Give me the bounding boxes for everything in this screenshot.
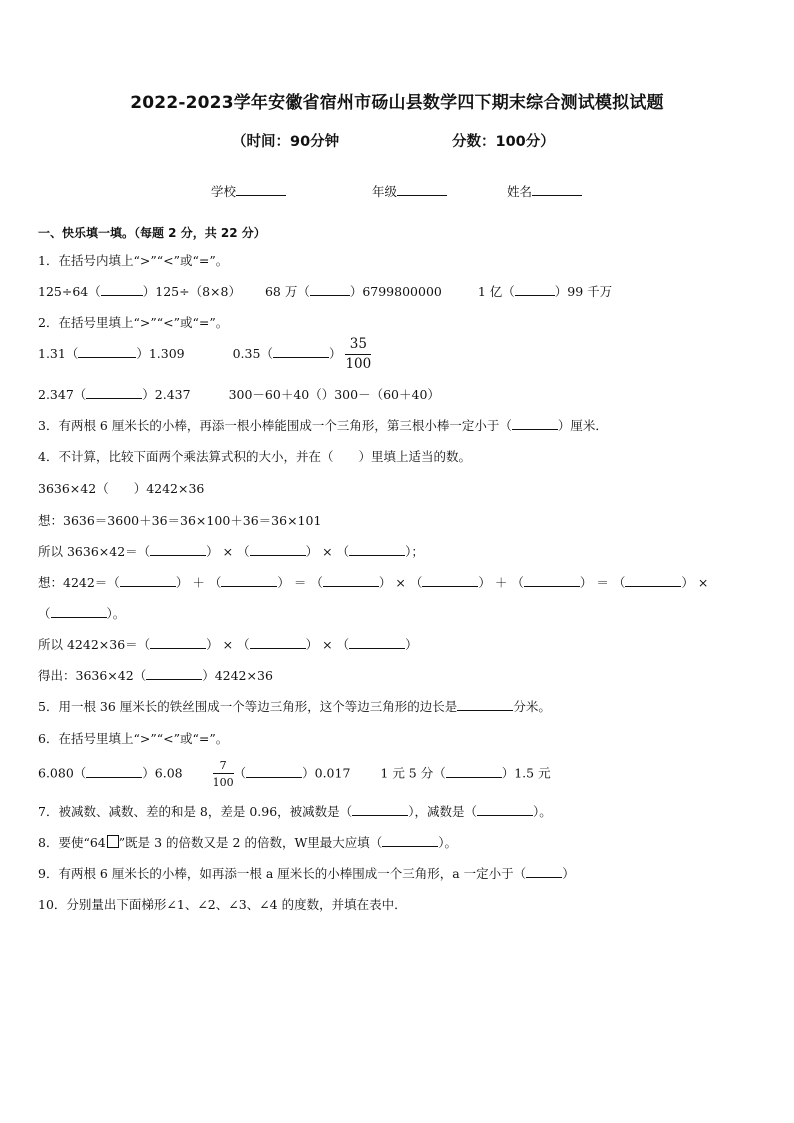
q4-conclusion-blank[interactable] xyxy=(146,667,202,680)
school-field[interactable] xyxy=(211,182,286,200)
q7-text: 7．被减数、减数、差的和是 8，差是 0.96，被减数是（ xyxy=(38,804,353,819)
q2a-text: 1.31（ xyxy=(38,346,79,361)
page-title: 2022-2023学年安徽省宿州市砀山县数学四下期末综合测试模拟试题 xyxy=(130,93,664,113)
q1b-text: 68 万（ xyxy=(264,284,310,299)
time-limit: （时间：90分钟 xyxy=(232,134,340,150)
q4-prompt: 4．不计算，比较下面两个乘法算式积的大小，并在（ ）里填上适当的数。 xyxy=(38,449,471,464)
q6-items xyxy=(38,760,551,788)
q4-so1-start: 所以 3636×42＝（ xyxy=(38,544,151,559)
close-paren: ） xyxy=(175,575,189,590)
open-paren: （ xyxy=(237,544,250,559)
q1a-end: ）125÷（8×8） xyxy=(142,284,241,299)
open-paren: （ xyxy=(336,637,350,652)
times-sign: × xyxy=(222,637,234,652)
q6a-end: ）6.08 xyxy=(142,765,183,781)
q4-think2-cont xyxy=(38,604,125,622)
q4-think2-blank2[interactable] xyxy=(221,574,277,587)
q2a-end: ）1.309 xyxy=(136,346,185,361)
q1-items xyxy=(38,282,612,300)
open-paren: （ xyxy=(511,575,524,590)
q4-think2-blank5[interactable] xyxy=(524,574,580,587)
grade-blank[interactable] xyxy=(397,183,447,196)
q4-so2-start: 所以 4242×36＝（ xyxy=(38,637,151,652)
q6a-blank[interactable] xyxy=(86,765,142,778)
q6c-end: ）1.5 元 xyxy=(501,765,551,781)
q1c-end: ）99 千万 xyxy=(554,284,613,299)
q4-so1-blank3[interactable] xyxy=(349,543,405,556)
q2b-text: 0.35（ xyxy=(232,346,273,361)
q6b-text: （ xyxy=(233,765,247,781)
q6-fraction-numerator: 7 xyxy=(213,760,234,774)
q1b-blank[interactable] xyxy=(310,283,350,296)
open-paren: （ xyxy=(208,575,222,590)
q9-end: ） xyxy=(562,866,575,881)
plus-sign: ＋ xyxy=(494,575,508,590)
q9-blank[interactable] xyxy=(526,865,562,878)
q9 xyxy=(38,864,575,882)
q2-prompt: 2．在括号里填上“>”“<”或“=”。 xyxy=(38,315,229,330)
q2-fraction xyxy=(345,338,371,371)
q6-fraction xyxy=(213,760,234,788)
q4-so1 xyxy=(38,542,424,560)
q2-fraction-numerator: 35 xyxy=(345,338,371,355)
q1a-text: 125÷64（ xyxy=(38,284,101,299)
q4-so2-blank2[interactable] xyxy=(250,636,306,649)
close-paren: ） xyxy=(305,544,319,559)
open-paren: （ xyxy=(237,637,250,652)
q5-end: 分米。 xyxy=(513,699,551,714)
q2-row1 xyxy=(38,338,371,371)
q3-blank[interactable] xyxy=(512,417,558,430)
q2c-blank[interactable] xyxy=(86,386,142,399)
q4-think2-blank6[interactable] xyxy=(625,574,681,587)
q4-think2-start: 想：4242＝（ xyxy=(38,575,120,590)
close-paren: ） xyxy=(277,575,290,590)
q4-think2-blank4[interactable] xyxy=(422,574,478,587)
section-heading: 一、快乐填一填。（每题 2 分，共 22 分） xyxy=(38,226,266,240)
close-paren: ） xyxy=(478,575,491,590)
q6c-text: 1 元 5 分（ xyxy=(380,765,446,781)
q6a-text: 6.080（ xyxy=(38,765,87,781)
q2a-blank[interactable] xyxy=(78,345,136,358)
q5-text: 5．用一根 36 厘米长的铁丝围成一个等边三角形，这个等边三角形的边长是 xyxy=(38,699,458,714)
q4-think2-blank7[interactable] xyxy=(51,605,107,618)
q8 xyxy=(38,833,457,851)
q2b-end: ） xyxy=(328,346,342,361)
times-sign: × xyxy=(322,544,333,559)
q8-start: 8．要使“64 xyxy=(38,835,106,850)
q4-so1-blank1[interactable] xyxy=(150,543,206,556)
open-paren: （ xyxy=(336,544,350,559)
close-paren: ） xyxy=(681,575,694,590)
q10: 10．分别量出下面梯形∠1、∠2、∠3、∠4 的度数，并填在表中． xyxy=(38,897,407,912)
times-sign: × xyxy=(697,575,709,590)
q7-mid: ），减数是（ xyxy=(408,804,477,819)
q4-so1-blank2[interactable] xyxy=(250,543,306,556)
school-blank[interactable] xyxy=(236,183,286,196)
q4-period: ）。 xyxy=(106,606,126,621)
q4-so2-blank3[interactable] xyxy=(349,636,405,649)
close-paren: ） xyxy=(206,544,219,559)
q6b-blank[interactable] xyxy=(246,765,302,778)
close-paren: ） xyxy=(378,575,392,590)
times-sign: × xyxy=(222,544,234,559)
name-field[interactable] xyxy=(507,182,582,200)
plus-sign: ＋ xyxy=(192,575,205,590)
q7 xyxy=(38,802,552,820)
close-paren: ） xyxy=(305,637,319,652)
q4-think2-blank1[interactable] xyxy=(120,574,176,587)
q7-blank2[interactable] xyxy=(477,803,533,816)
q2c-end: ）2.437 xyxy=(142,387,191,402)
q2d-end: ）300－（60＋40） xyxy=(321,387,440,402)
equals-sign: ＝ xyxy=(293,575,307,590)
grade-field[interactable] xyxy=(372,182,447,200)
q4-conclusion xyxy=(38,666,273,684)
q4-think1: 想：3636＝3600＋36＝36×100＋36＝36×101 xyxy=(38,513,322,528)
q6b-end: ）0.017 xyxy=(302,765,351,781)
q4-expr: 3636×42（ ）4242×36 xyxy=(38,481,205,496)
q3-end: ）厘米． xyxy=(557,418,608,433)
grade-label: 年级 xyxy=(372,184,398,199)
q3 xyxy=(38,416,608,434)
open-paren: （ xyxy=(310,575,323,590)
name-blank[interactable] xyxy=(532,183,582,196)
q1b-end: ）6799800000 xyxy=(349,284,442,299)
q6-prompt: 6．在括号里填上“>”“<”或“=”。 xyxy=(38,731,229,746)
close-paren: ） xyxy=(405,637,418,652)
score-total: 分数：100分） xyxy=(452,134,555,150)
q1c-text: 1 亿（ xyxy=(477,284,515,299)
q2-row2 xyxy=(38,385,440,403)
open-paren: （ xyxy=(409,575,423,590)
q5-blank[interactable] xyxy=(457,698,513,711)
q2b-blank[interactable] xyxy=(273,345,329,358)
q2-fraction-denominator: 100 xyxy=(345,355,372,372)
q9-text: 9．有两根 6 厘米长的小棒，如再添一根 a 厘米长的小棒围成一个三角形，a 一定小于（ xyxy=(38,866,527,881)
name-label: 姓名 xyxy=(507,184,533,199)
q1a-blank[interactable] xyxy=(101,283,143,296)
equals-sign: ＝ xyxy=(596,575,609,590)
q4-think2 xyxy=(38,573,708,591)
close-paren: ） xyxy=(206,637,219,652)
q4-so2-blank1[interactable] xyxy=(150,636,206,649)
q1-prompt: 1．在括号内填上“>”“<”或“=”。 xyxy=(38,253,229,268)
q2c-text: 2.347（ xyxy=(38,387,87,402)
q4-conclusion-start: 得出：3636×42（ xyxy=(38,668,147,683)
square-box-icon xyxy=(107,835,119,848)
close-paren: ） xyxy=(579,575,593,590)
q2d-text: 300－60＋40（ xyxy=(228,387,322,402)
q8-end: ”既是 3 的倍数又是 2 的倍数，W里最大应填（ xyxy=(118,835,383,850)
q6-fraction-denominator: 100 xyxy=(212,776,234,789)
q7-blank1[interactable] xyxy=(352,803,408,816)
open-paren: （ xyxy=(38,606,51,621)
school-label: 学校 xyxy=(211,184,237,199)
q7-end: ）。 xyxy=(532,804,552,819)
q3-text: 3．有两根 6 厘米长的小棒，再添一根小棒能围成一个三角形，第三根小棒一定小于（ xyxy=(38,418,512,433)
times-sign: × xyxy=(395,575,406,590)
times-sign: × xyxy=(322,637,333,652)
open-paren: （ xyxy=(612,575,626,590)
q1c-blank[interactable] xyxy=(515,283,555,296)
q8-close: ）。 xyxy=(438,835,458,850)
q4-so2 xyxy=(38,635,418,653)
q4-conclusion-end: ）4242×36 xyxy=(202,668,273,683)
q6c-blank[interactable] xyxy=(446,765,502,778)
q5 xyxy=(38,697,551,715)
q4-think2-blank3[interactable] xyxy=(323,574,379,587)
q4-so1-end: ）； xyxy=(405,544,424,559)
q8-blank[interactable] xyxy=(382,834,438,847)
